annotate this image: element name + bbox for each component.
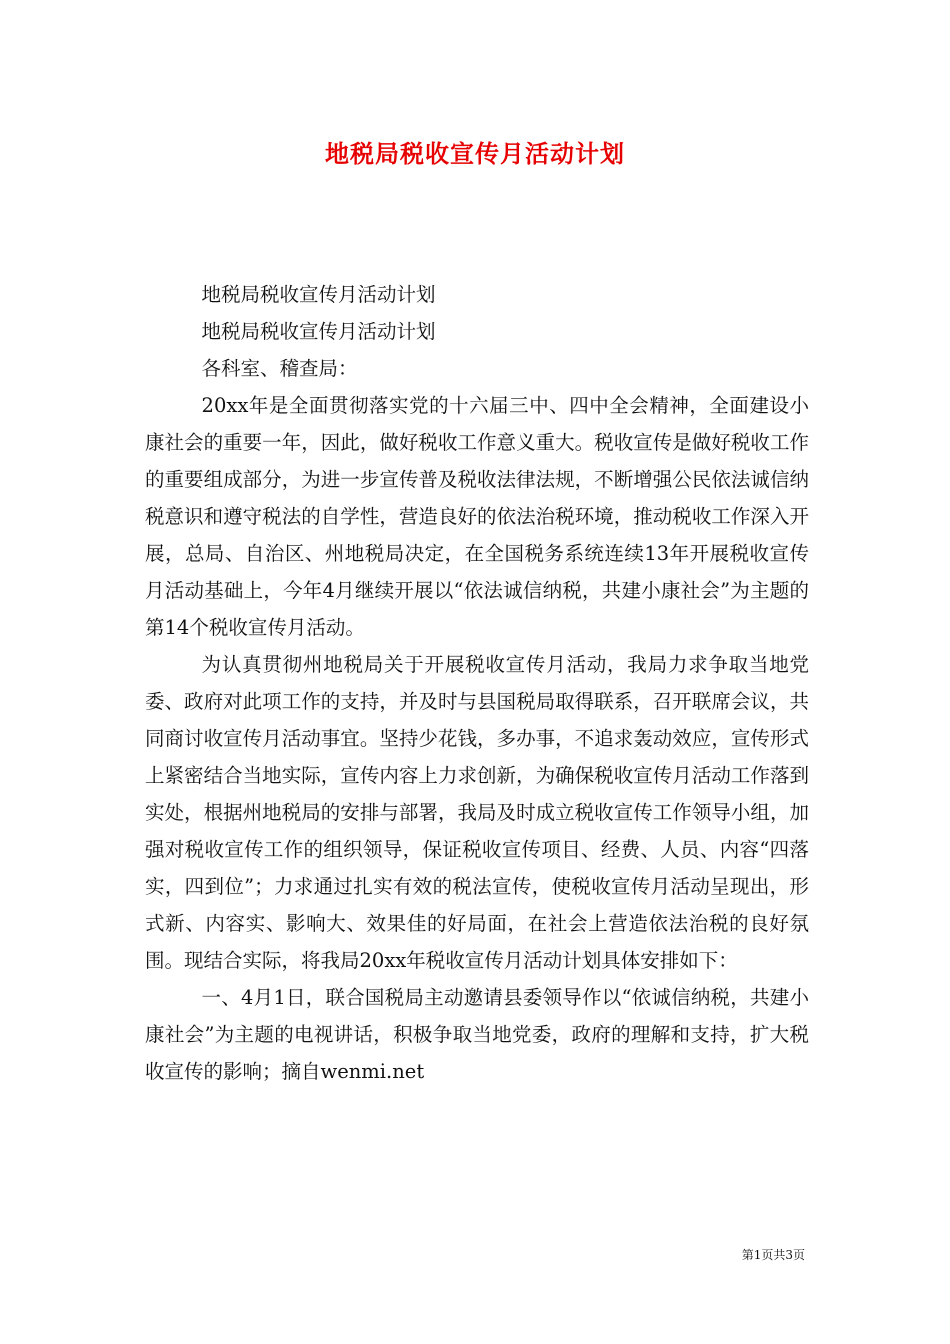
page-number: 第1页共3页 bbox=[741, 1248, 805, 1262]
paragraph-heading-1: 地税局税收宣传月活动计划 bbox=[201, 283, 436, 306]
paragraph-heading-2: 地税局税收宣传月活动计划 bbox=[201, 320, 436, 343]
paragraph-plan: 为认真贯彻州地税局关于开展税收宣传月活动，我局力求争取当地党委、政府对此项工作的支持，并及时与县国税局取得联系，召开联席会议，共同商讨收宣传月活动事宜。坚持少花钱，多办事，不追求轰动效应，宣传形式上紧密结合当地实际，宣传内容上力求创新，为确保税收宣传月活动工作落到实处，根据州地税局的安排与部署，我局及时成立税收宣传工作领导小组，加强对税收宣传工作的组织领导，保证税收宣传项目、经费、人员、内容“四落实，四到位”；力求通过扎实有效的税法宣传，使税收宣传月活动呈现出，形式新、内容实、影响大、效果佳的好局面，在社会上营造依法治税的良好氛围。现结合实际，将我局20xx年税收宣传月活动计划具体安排如下： bbox=[145, 653, 809, 972]
document-title: 地税局税收宣传月活动计划 bbox=[325, 139, 625, 168]
paragraph-salutation: 各科室、稽查局： bbox=[201, 357, 358, 380]
paragraph-intro: 20xx年是全面贯彻落实党的十六届三中、四中全会精神，全面建设小康社会的重要一年，因此，做好税收工作意义重大。税收宣传是做好税收工作的重要组成部分，为进一步宣传普及税收法律法规，不断增强公民依法诚信纳税意识和遵守税法的自学性，营造良好的依法治税环境，推动税收工作深入开展，总局、自治区、州地税局决定，在全国税务系统连续13年开展税收宣传月活动基础上，今年4月继续开展以“依法诚信纳税，共建小康社会”为主题的第14个税收宣传月活动。 bbox=[145, 394, 809, 639]
document-body bbox=[145, 276, 809, 1090]
paragraph-item-1: 一、4月1日，联合国税局主动邀请县委领导作以“依诚信纳税，共建小康社会”为主题的电视讲话，积极争取当地党委，政府的理解和支持，扩大税收宣传的影响；摘自wenmi.net bbox=[145, 986, 809, 1083]
